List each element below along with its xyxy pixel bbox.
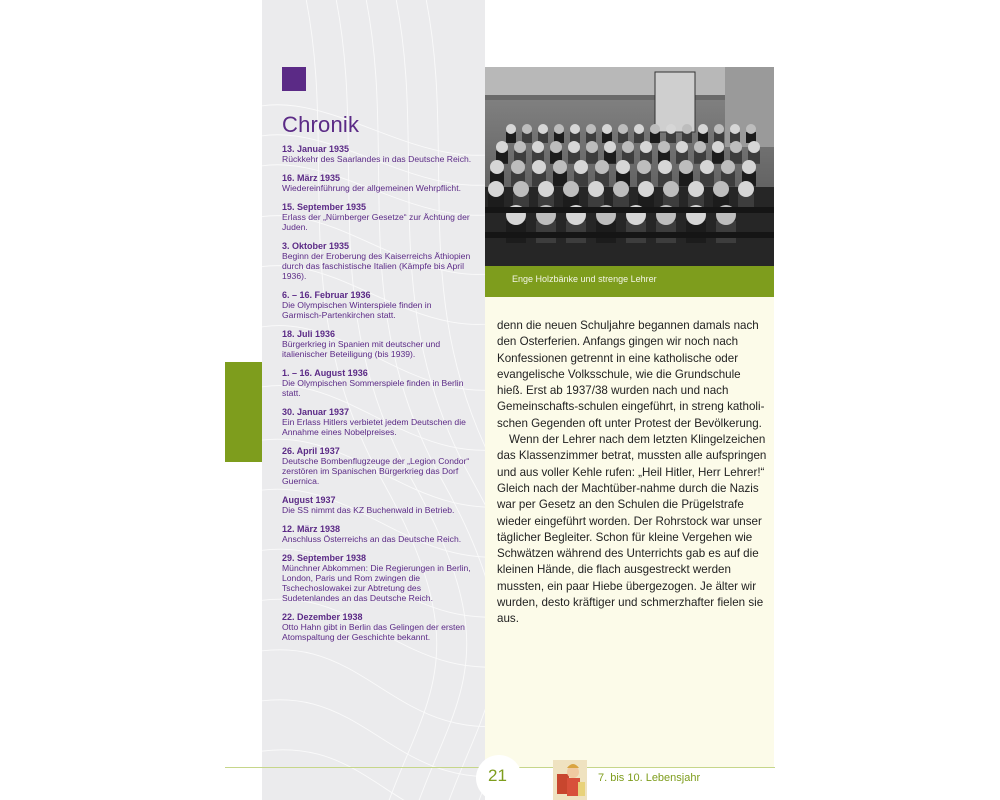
article-paragraph: Wenn der Lehrer nach dem letzten Klingelzeichen das Klassenzimmer betrat, mussten alle aufspringen und aus voller Kehle rufen: „Heil Hitler, Herr Lehrer!“ Gleich nach der Machtüber-nahme durch die Nazis war per Gesetz an den Schulen die Prügelstrafe wieder eingeführt worden. Der Rohrstock war unser täglicher Begleiter. Schon für kleine Vergehen wie Schwätzen während des Unterrichts gab es auf die kleinen Hände, die flach ausgestreckt werden mussten, ein paar Hiebe übergezogen. Je älter wir wurden, desto kräftiger und schmerzhafter fielen sie aus. xyxy=(497,433,767,626)
footer-section-label: 7. bis 10. Lebensjahr xyxy=(598,772,701,784)
chronik-event xyxy=(282,290,472,320)
chronik-event xyxy=(282,173,472,193)
chronik-event-text: Bürgerkrieg in Spanien mit deutscher und italienischer Beteiligung (bis 1939). xyxy=(282,339,441,359)
child-thumbnail-image xyxy=(553,760,587,800)
chronik-event-text: Die Olympischen Winterspiele finden in Garmisch-Partenkirchen statt. xyxy=(282,300,432,320)
chronik-event xyxy=(282,144,472,164)
chronik-event-text: Beginn der Eroberung des Kaiserreichs Äthiopien durch das faschistische Italien (Kämpfe bis April 1936). xyxy=(282,251,471,281)
chronik-event-date: 16. März 1935 xyxy=(282,173,341,183)
chronik-title: Chronik xyxy=(282,112,360,137)
page-number: 21 xyxy=(488,766,507,785)
chronik-event-text: Die Olympischen Sommerspiele finden in Berlin statt. xyxy=(282,378,464,398)
classroom-photo xyxy=(485,67,774,266)
chronik-event xyxy=(282,446,472,486)
chronik-event-text: Deutsche Bombenflugzeuge der „Legion Condor“ zerstören im Spanischen Bürgerkrieg das Dorf Guernica. xyxy=(282,456,470,486)
chronik-event-text: Wiedereinführung der allgemeinen Wehrpflicht. xyxy=(282,183,461,193)
chronik-event-date: 18. Juli 1936 xyxy=(282,329,336,339)
chronik-event xyxy=(282,407,472,437)
chronik-event xyxy=(282,329,472,359)
chronik-event xyxy=(282,612,472,642)
child-thumbnail-icon xyxy=(553,760,587,800)
chronik-event-text: Münchner Abkommen: Die Regierungen in Berlin, London, Paris und Rom zwingen die Tschechoslowakei zur Abtretung des Sudetenlandes an das Deutsche Reich. xyxy=(282,563,471,603)
chronik-event-date: 29. September 1938 xyxy=(282,553,367,563)
chronik-event-text: Erlass der „Nürnberger Gesetze“ zur Ächtung der Juden. xyxy=(282,212,470,232)
green-side-tab xyxy=(225,362,262,462)
article-paragraph: denn die neuen Schuljahre begannen damals nach den Osterferien. Anfangs gingen wir noch nach Konfessionen getrennt in eine katholische oder evangelische Volksschule, wie die Grundschule hieß. Erst ab 1937/38 wurden nach und nach Gemeinschafts-schulen eingeführt, in streng katholi-schen Gegenden oft unter Protest der Bevölkerung. xyxy=(497,319,765,430)
chronik-event-text: Ein Erlass Hitlers verbietet jedem Deutschen die Annahme eines Nobelpreises. xyxy=(282,417,466,437)
chronik-event xyxy=(282,241,472,281)
chronik-event-text: Die SS nimmt das KZ Buchenwald in Betrieb. xyxy=(282,505,455,515)
chronik-event-date: 13. Januar 1935 xyxy=(282,144,350,154)
chronik-event-date: 6. – 16. Februar 1936 xyxy=(282,290,371,300)
photo-caption: Enge Holzbänke und strenge Lehrer xyxy=(512,274,657,284)
chronik-event-date: 15. September 1935 xyxy=(282,202,367,212)
chronik-event-text: Otto Hahn gibt in Berlin das Gelingen der ersten Atomspaltung der Geschichte bekannt. xyxy=(282,622,465,642)
chronik-event xyxy=(282,368,472,398)
classroom-photo-image xyxy=(485,67,774,266)
chronik-event xyxy=(282,553,472,603)
chronik-event xyxy=(282,524,472,544)
chronik-event-date: 22. Dezember 1938 xyxy=(282,612,363,622)
chronik-event-date: 12. März 1938 xyxy=(282,524,341,534)
chronik-marker xyxy=(282,67,306,91)
chronik-event-date: 3. Oktober 1935 xyxy=(282,241,350,251)
chronik-event-date: August 1937 xyxy=(282,495,336,505)
chronik-event-text: Anschluss Österreichs an das Deutsche Reich. xyxy=(282,534,462,544)
chronik-timeline xyxy=(282,144,472,651)
chronik-event xyxy=(282,495,472,515)
chronik-event-date: 30. Januar 1937 xyxy=(282,407,350,417)
chronik-event-date: 26. April 1937 xyxy=(282,446,340,456)
article-body xyxy=(497,318,767,628)
chronik-event xyxy=(282,202,472,232)
chronik-event-text: Rückkehr des Saarlandes in das Deutsche Reich. xyxy=(282,154,472,164)
chronik-event-date: 1. – 16. August 1936 xyxy=(282,368,368,378)
